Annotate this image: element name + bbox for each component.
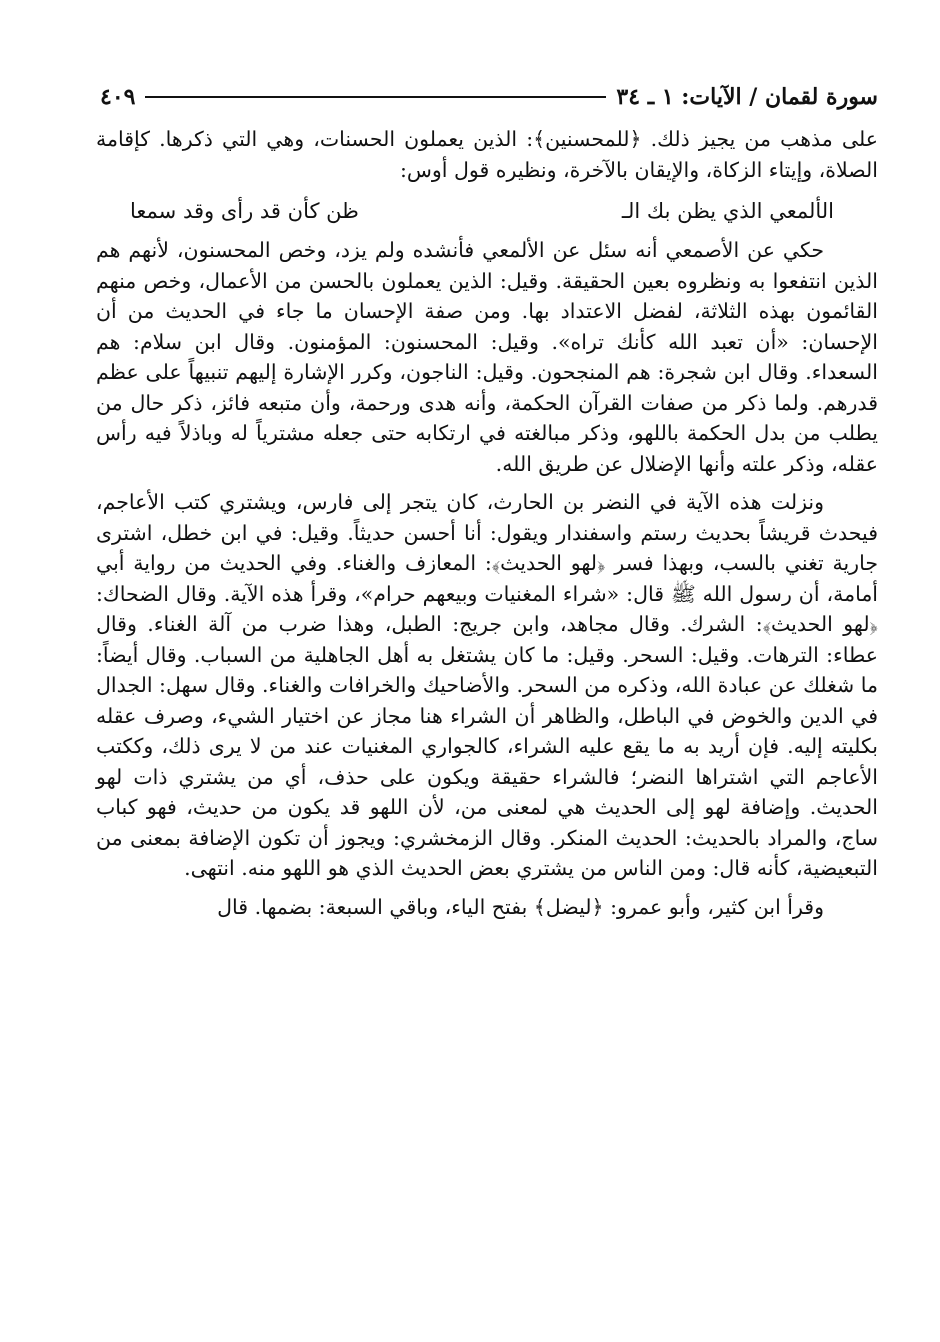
paragraph-2: حكي عن الأصمعي أنه سئل عن الألمعي فأنشده ولم يزد، وخص المحسنون، لأنهم هم الذين انتفعوا به ونظروه بعين الحقيقة. وقيل: الذين يعملون بالحسن من الأعمال، وخص منهم القائمون بهذه الثلاثة، لفضل الاعتداد بها. ومن صفة الإحسان ما جاء في الحديث من أن الإحسان: «أن تعبد الله كأنك تراه». وقيل: المحسنون: المؤمنون. وقال ابن سلام: هم السعداء. وقال ابن شجرة: هم المنجحون. وقيل: الناجون، وكرر الإشارة إليهم تنبيهاً على عظم قدرهم. ولما ذكر من صفات القرآن الحكمة، وأنه هدى ورحمة، وأن متبعه فائز، ذكر حال من يطلب من بدل الحكمة باللهو، وذكر مبالغته في ارتكابه حتى جعله مشترياً له وباذلاً فيه رأس عقله، وذكر علته وأنها الإضلال عن طريق الله. <box>96 238 878 476</box>
paragraph-3: ونزلت هذه الآية في النضر بن الحارث، كان يتجر إلى فارس، ويشتري كتب الأعاجم، فيحدث قريشاً بحديث رستم واسفندار ويقول: أنا أحسن حديثاً. وقيل: في ابن خطل، اشترى جارية تغني بالسب، وبهذا فسر ﴿لهو الحديث﴾: المعازف والغناء. وفي الحديث من رواية أبي أمامة، أن رسول الله ﷺ قال: «شراء المغنيات وبيعهم حرام»، وقرأ هذه الآية. وقال الضحاك: ﴿لهو الحديث﴾: الشرك. وقال مجاهد، وابن جريج: الطبل، وهذا ضرب من آلة الغناء. وقال عطاء: الترهات. وقيل: السحر. وقيل: ما كان يشتغل به أهل الجاهلية من السباب. وقال أيضاً: ما شغلك عن عبادة الله، وذكره من السحر. والأضاحيك والخرافات والغناء. وقال سهل: الجدال في الدين والخوض في الباطل، والظاهر أن الشراء هنا مجاز عن اختيار الشيء، وصرف عقله بكليته إليه. فإن أريد به ما يقع عليه الشراء، كالجواري المغنيات عند من لا يرى ذلك، وككتب الأعاجم التي اشتراها النضر؛ فالشراء حقيقة ويكون على حذف، أي من يشتري ذات لهو الحديث. وإضافة لهو إلى الحديث هي لمعنى من، لأن اللهو قد يكون من حديث، فهو كباب ساج، والمراد بالحديث: الحديث المنكر. وقال الزمخشري: ويجوز أن تكون الإضافة بمعنى من التبعيضية، كأنه قال: ومن الناس من يشتري بعض الحديث الذي هو اللهو منه. انتهى. <box>96 490 878 880</box>
page-header <box>100 80 878 114</box>
paragraph-1: على مذهب من يجيز ذلك. ﴿للمحسنين﴾: الذين يعملون الحسنات، وهي التي ذكرها. كإقامة الصلاة، وإيتاء الزكاة، والإيقان بالآخرة، ونظيره قول أوس: <box>96 127 878 182</box>
verse-second-hemistich: ظن كأن قد رأى وقد سمعا <box>130 199 359 223</box>
header-rule <box>145 96 606 98</box>
paragraph-4: وقرأ ابن كثير، وأبو عمرو: ﴿ليضل﴾ بفتح الياء، وباقي السبعة: بضمها. قال <box>217 894 824 919</box>
body-text <box>96 124 878 922</box>
poetry-verse <box>130 195 834 227</box>
running-title: سورة لقمان / الآيات: ١ ـ ٣٤ <box>616 84 878 110</box>
verse-first-hemistich: الألمعي الذي يظن بك الـ <box>621 199 834 223</box>
page-number: ٤٠٩ <box>100 84 136 110</box>
